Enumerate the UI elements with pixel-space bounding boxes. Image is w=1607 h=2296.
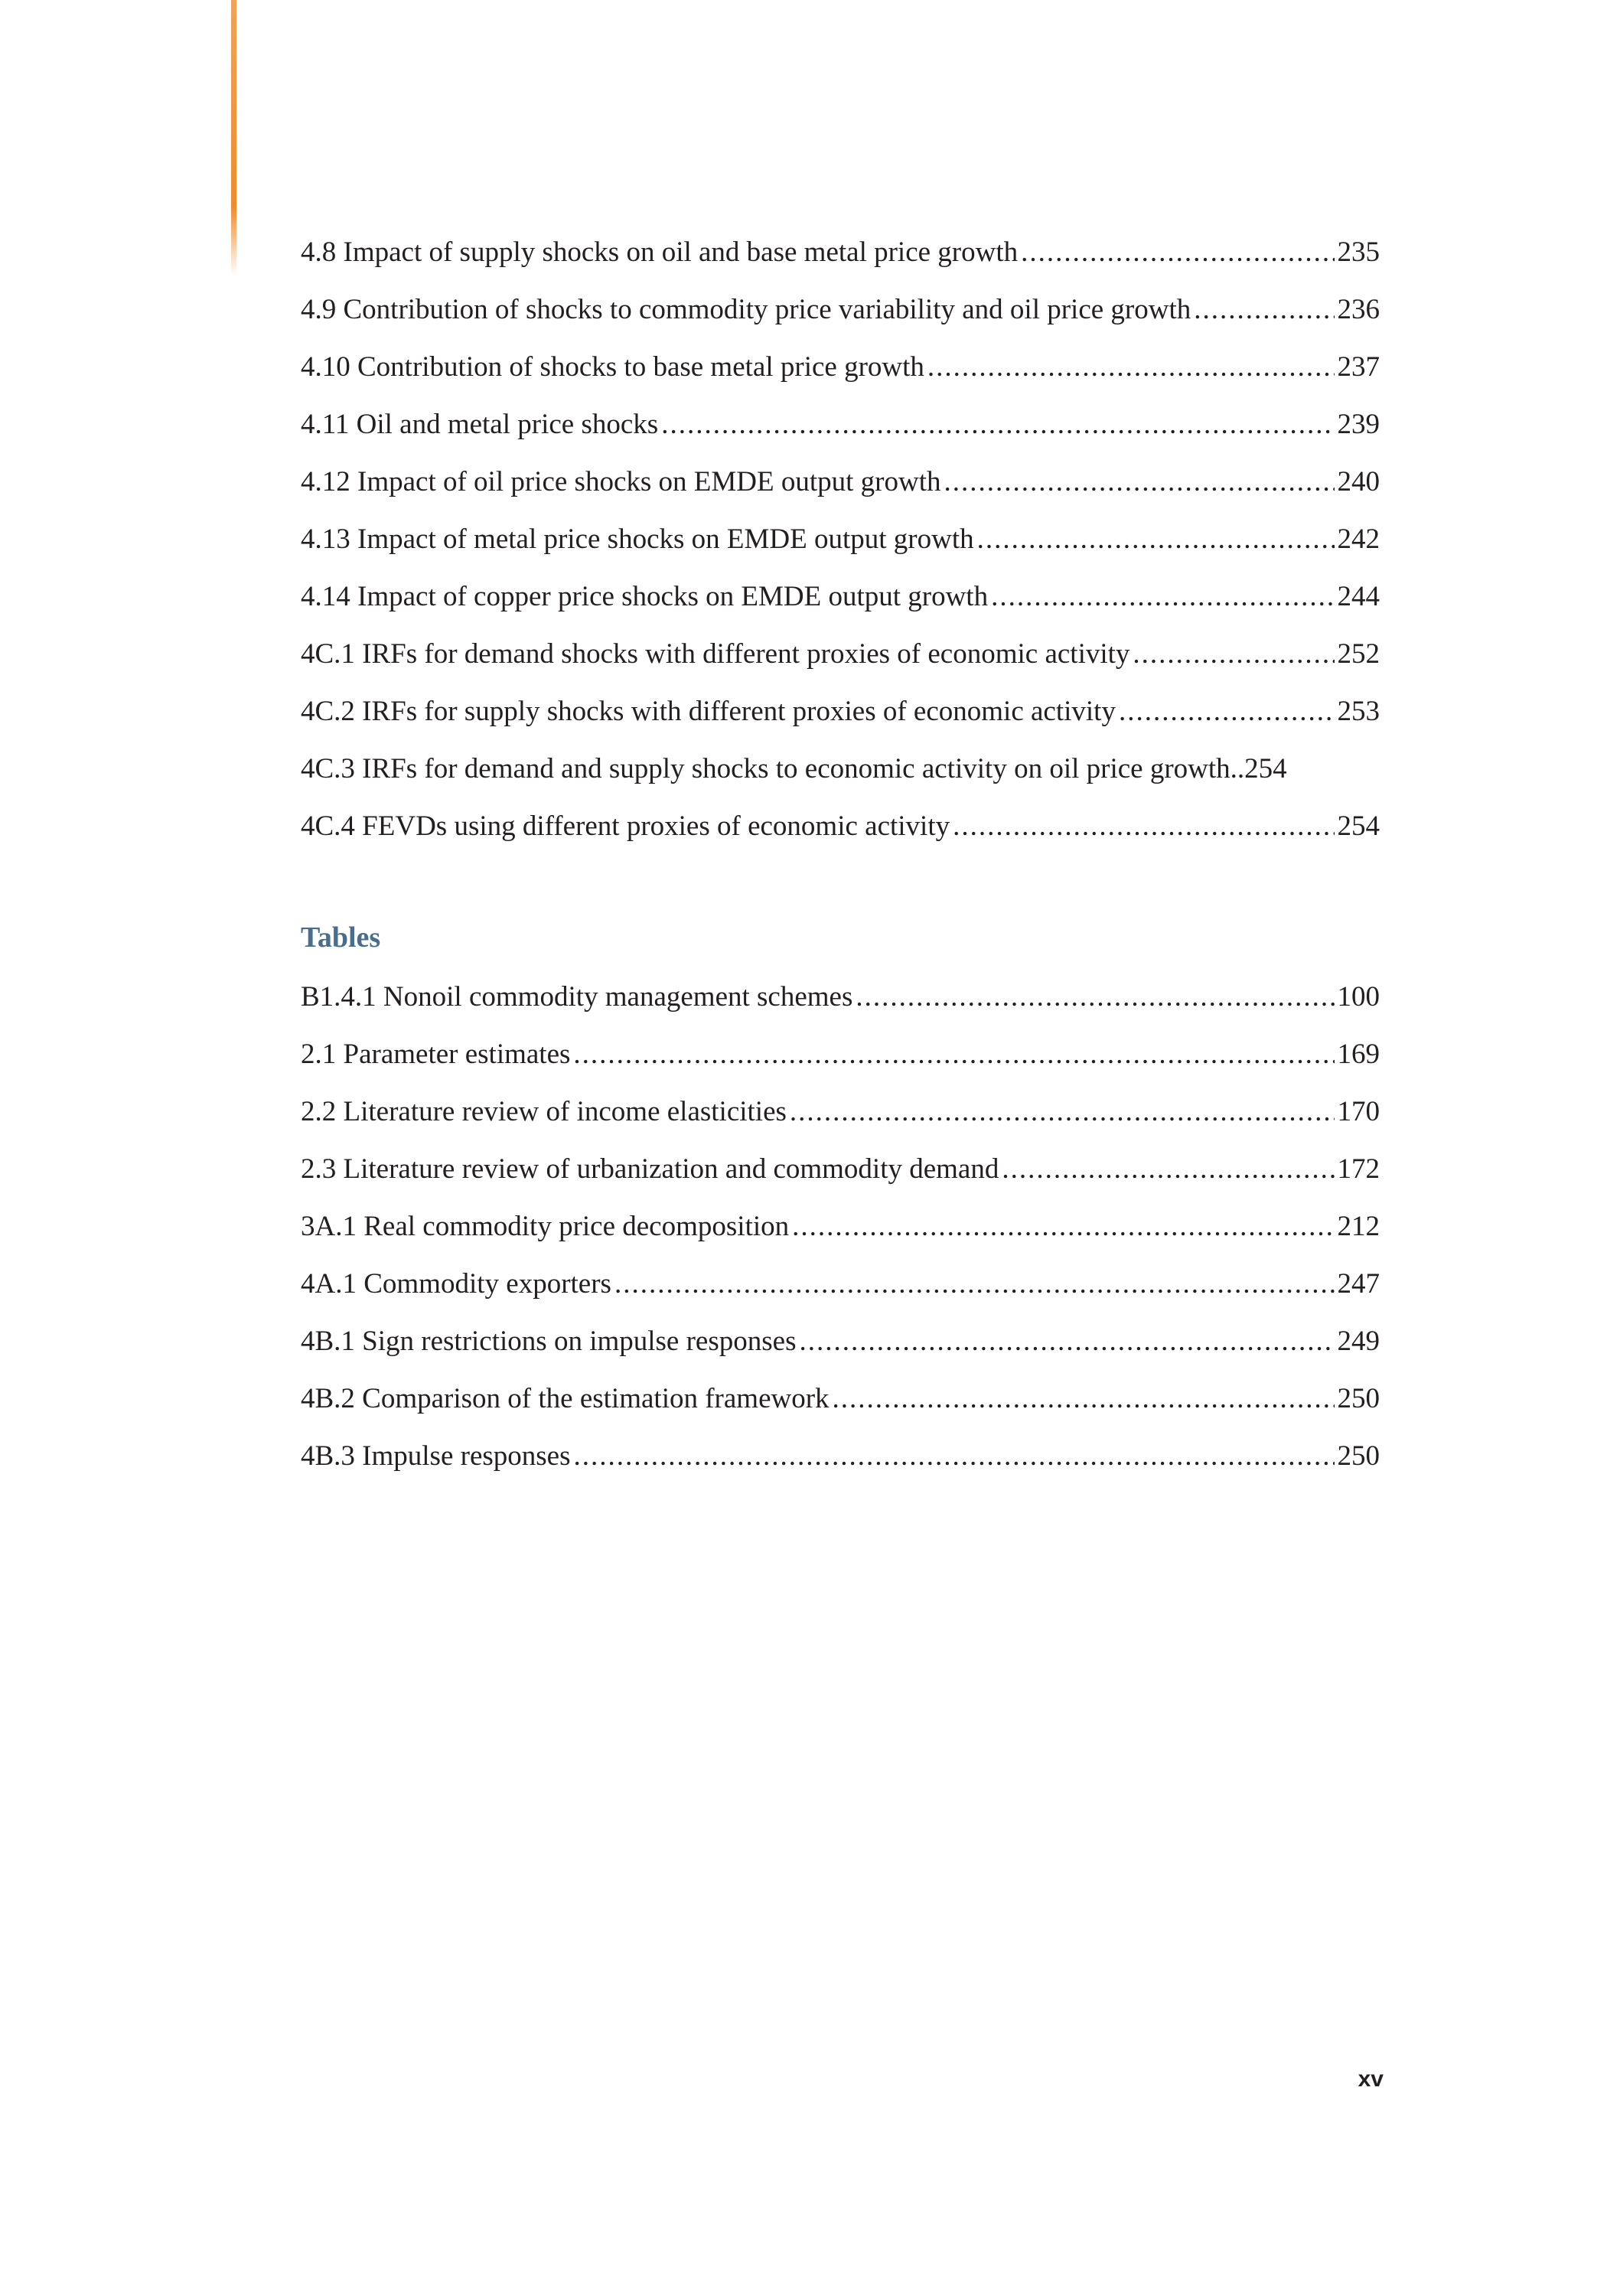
toc-entry-page: 237	[1337, 351, 1380, 383]
toc-entry-page: 254	[1337, 810, 1380, 842]
dot-leader	[790, 1083, 1335, 1140]
toc-entry[interactable]	[301, 1198, 1380, 1255]
toc-entry-page: 240	[1337, 466, 1380, 497]
dot-leader	[573, 1026, 1334, 1083]
toc-entry-title: 4B.2 Comparison of the estimation framework	[301, 1383, 830, 1414]
dot-leader	[1119, 683, 1335, 740]
toc-entry[interactable]	[301, 338, 1380, 396]
toc-entry-page: 249	[1337, 1326, 1380, 1357]
toc-entry-title: 3A.1 Real commodity price decomposition	[301, 1211, 790, 1242]
dot-leader	[953, 797, 1334, 855]
toc-entry-title: 4C.3 IRFs for demand and supply shocks to economic activity on oil price growth..	[301, 753, 1245, 784]
dot-leader	[614, 1255, 1335, 1313]
toc-entry-title: 4.14 Impact of copper price shocks on EMDE output growth	[301, 581, 989, 612]
accent-bar	[231, 0, 236, 276]
toc-entry[interactable]	[301, 1313, 1380, 1370]
toc-entry-title: 4C.4 FEVDs using different proxies of economic activity	[301, 810, 950, 842]
toc-entry[interactable]	[301, 1370, 1380, 1427]
toc-entry-page: 235	[1337, 236, 1380, 268]
toc-entry[interactable]	[301, 568, 1380, 625]
toc-entry-title: 2.3 Literature review of urbanization and commodity demand	[301, 1153, 999, 1185]
toc-entry-page: 100	[1337, 981, 1380, 1013]
toc-entry-page: 247	[1337, 1268, 1380, 1300]
figures-list	[301, 223, 1380, 855]
toc-entry-title: 2.1 Parameter estimates	[301, 1039, 571, 1070]
toc-entry-title: 4B.3 Impulse responses	[301, 1440, 571, 1472]
dot-leader	[1021, 223, 1334, 281]
toc-entry[interactable]	[301, 510, 1380, 568]
dot-leader	[991, 568, 1334, 625]
toc-entry[interactable]	[301, 223, 1380, 281]
dot-leader	[1133, 625, 1334, 683]
toc-entry-title: B1.4.1 Nonoil commodity management schemes	[301, 981, 853, 1013]
toc-entry-page: 239	[1337, 409, 1380, 440]
toc-entry-title: 4.12 Impact of oil price shocks on EMDE output growth	[301, 466, 941, 497]
toc-entry[interactable]	[301, 797, 1380, 855]
toc-entry[interactable]	[301, 1427, 1380, 1485]
toc-entry-page: 250	[1337, 1383, 1380, 1414]
toc-entry-title: 4.9 Contribution of shocks to commodity price variability and oil price growth	[301, 294, 1191, 325]
dot-leader	[977, 510, 1335, 568]
tables-heading: Tables	[301, 921, 381, 954]
toc-entry-page: 242	[1337, 523, 1380, 555]
toc-entry-title: 4C.2 IRFs for supply shocks with different proxies of economic activity	[301, 696, 1116, 727]
toc-entry-page: 212	[1337, 1211, 1380, 1242]
dot-leader	[856, 968, 1334, 1026]
toc-entry-title: 4.13 Impact of metal price shocks on EMDE output growth	[301, 523, 974, 555]
dot-leader	[944, 453, 1334, 510]
toc-entry-title: 4.11 Oil and metal price shocks	[301, 409, 659, 440]
dot-leader	[799, 1313, 1334, 1370]
toc-entry[interactable]	[301, 281, 1380, 338]
toc-entry-page: 252	[1337, 638, 1380, 670]
toc-entry-page: 250	[1337, 1440, 1380, 1472]
toc-entry[interactable]	[301, 453, 1380, 510]
dot-leader	[574, 1427, 1335, 1485]
toc-entry-title: 2.2 Literature review of income elasticities	[301, 1096, 787, 1127]
dot-leader	[1002, 1140, 1334, 1198]
toc-content	[301, 223, 1380, 1485]
toc-entry-page: 244	[1337, 581, 1380, 612]
toc-entry-page: 236	[1337, 294, 1380, 325]
toc-entry-title: 4.10 Contribution of shocks to base metal price growth	[301, 351, 924, 383]
toc-entry-title: 4A.1 Commodity exporters	[301, 1268, 611, 1300]
toc-entry[interactable]	[301, 968, 1380, 1026]
toc-entry[interactable]	[301, 1140, 1380, 1198]
toc-entry-page: 254	[1244, 753, 1287, 784]
toc-entry[interactable]	[301, 1026, 1380, 1083]
toc-entry-page: 169	[1337, 1039, 1380, 1070]
toc-entry-title: 4C.1 IRFs for demand shocks with different proxies of economic activity	[301, 638, 1130, 670]
toc-entry-title: 4B.1 Sign restrictions on impulse responses	[301, 1326, 797, 1357]
dot-leader	[661, 396, 1334, 453]
dot-leader	[833, 1370, 1335, 1427]
toc-entry-page: 170	[1337, 1096, 1380, 1127]
toc-entry-page: 253	[1337, 696, 1380, 727]
toc-entry[interactable]	[301, 396, 1380, 453]
toc-entry[interactable]	[301, 625, 1380, 683]
toc-entry[interactable]	[301, 1255, 1380, 1313]
toc-entry-page: 172	[1337, 1153, 1380, 1185]
toc-entry[interactable]	[301, 740, 1380, 797]
dot-leader	[1194, 281, 1334, 338]
toc-entry-title: 4.8 Impact of supply shocks on oil and base metal price growth	[301, 236, 1019, 268]
toc-entry[interactable]	[301, 683, 1380, 740]
dot-leader	[792, 1198, 1334, 1255]
dot-leader	[927, 338, 1335, 396]
toc-entry[interactable]	[301, 1083, 1380, 1140]
tables-list	[301, 968, 1380, 1485]
page-number: xv	[1358, 2066, 1384, 2092]
